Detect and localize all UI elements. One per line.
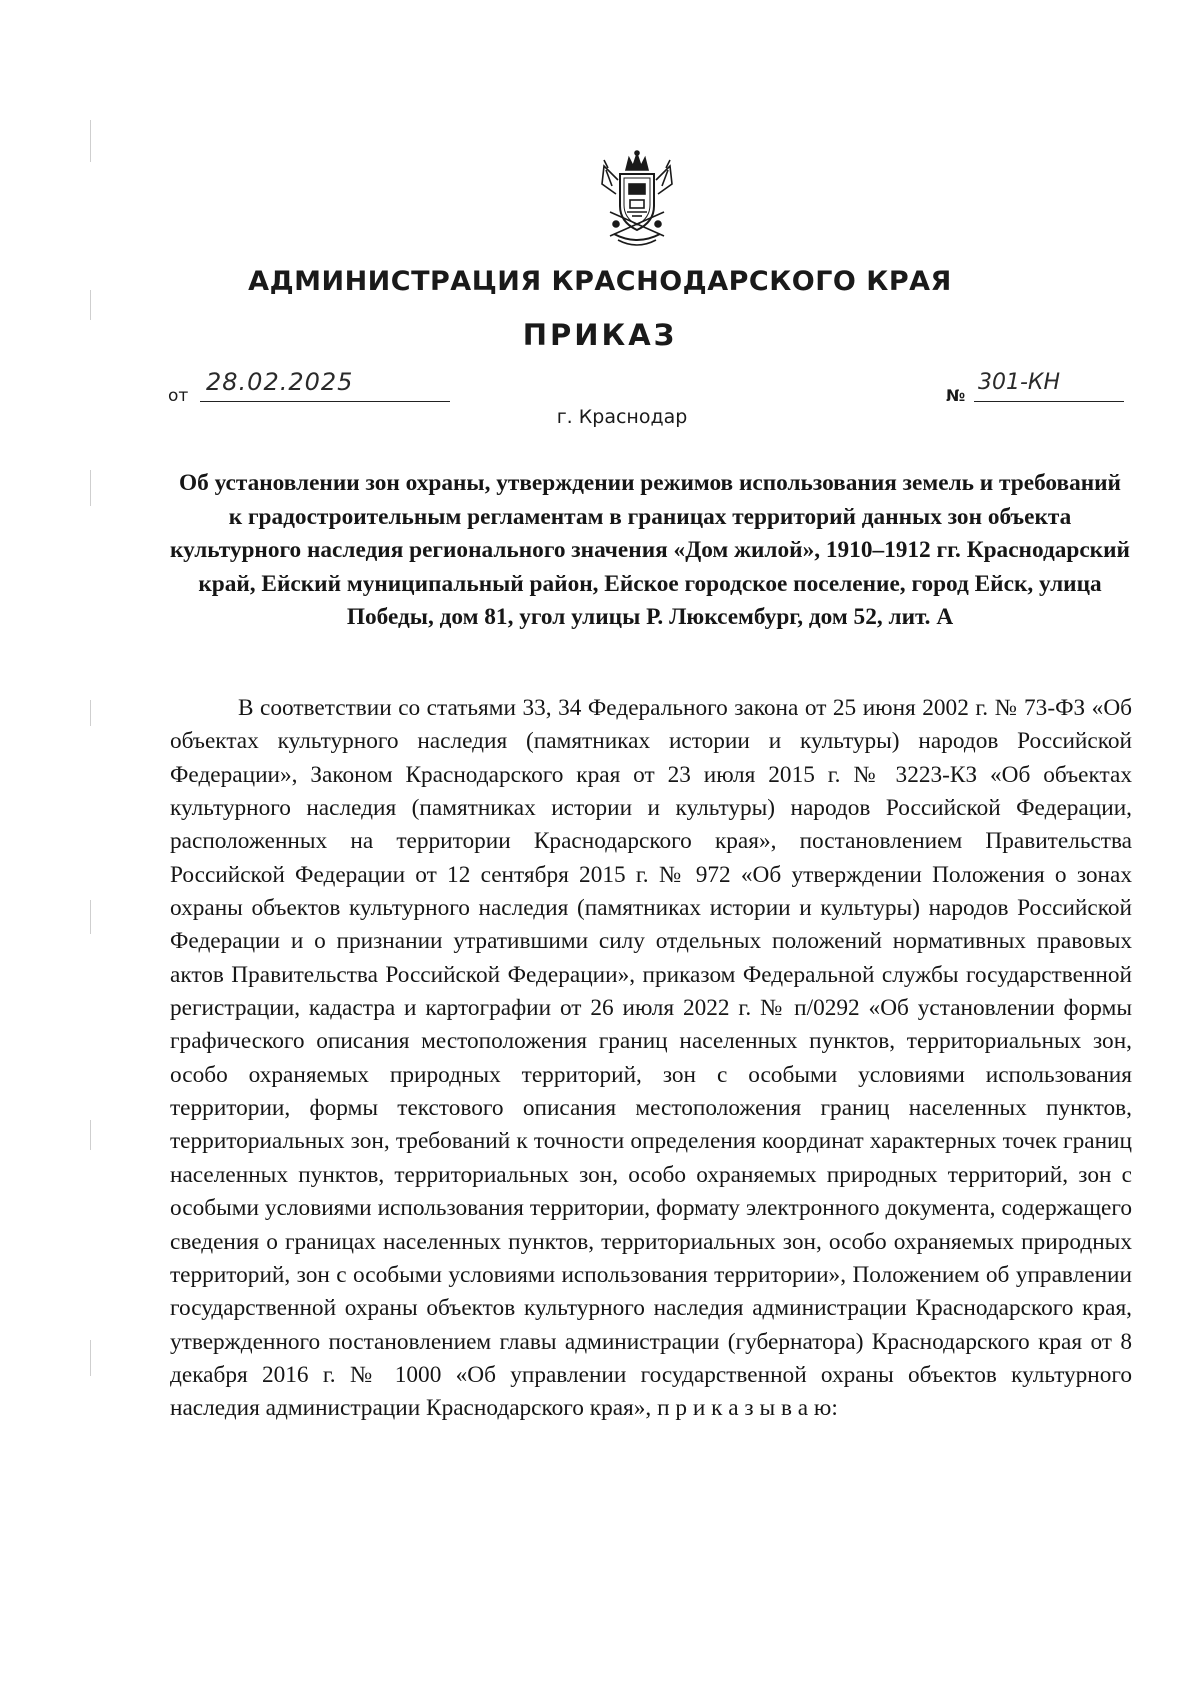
scan-mark	[90, 700, 91, 726]
city: г. Краснодар	[556, 406, 688, 428]
scan-mark	[90, 1120, 91, 1150]
scan-mark	[90, 1340, 91, 1376]
scan-mark	[90, 470, 91, 506]
scan-mark	[90, 900, 91, 934]
organization-title: АДМИНИСТРАЦИЯ КРАСНОДАРСКОГО КРАЯ	[248, 266, 952, 297]
scan-mark	[90, 120, 91, 162]
document-number: 301-КН	[974, 370, 1124, 402]
body-paragraph: В соответствии со статьями 33, 34 Федерального закона от 25 июня 2002 г. № 73-ФЗ «Об объектах культурного наследия (памятниках истории и культуры) народов Российской Федерации», Законом Краснодарского края от 23 июля 2015 г. № 3223-КЗ «Об объектах культурного наследия (памятниках истории и культуры) народов Российской Федерации, расположенных на территории Краснодарского края», постановлением Правительства Российской Федерации от 12 сентября 2015 г. № 972 «Об утверждении Положения о зонах охраны объектов культурного наследия (памятниках истории и культуры) народов Российской Федерации и о признании утратившими силу отдельных положений нормативных правовых актов Правительства Российской Федерации», приказом Федеральной службы государственной регистрации, кадастра и картографии от 26 июля 2022 г. № п/0292 «Об установлении формы графического описания местоположения границ населенных пунктов, территориальных зон, особо охраняемых природных территорий, зон с особыми условиями использования территории, формы текстового описания местоположения границ населенных пунктов, территориальных зон, требований к точности определения координат характерных точек границ населенных пунктов, территориальных зон, особо охраняемых природных территорий, зон с особыми условиями использования территории, формату электронного документа, содержащего сведения о границах населенных пунктов, территориальных зон, особо охраняемых природных территорий, зон с особыми условиями использования территории», Положением об управлении государственной охраны объектов культурного наследия администрации Краснодарского края, утвержденного постановлением главы администрации (губернатора) Краснодарского края от 8 декабря 2016 г. № 1000 «Об управлении государственной охраны объектов культурного наследия администрации Краснодарского края», п р и к а з ы в а ю:	[170, 695, 1132, 1422]
date-label: от	[168, 386, 189, 406]
number-label: №	[946, 386, 966, 405]
document-type: ПРИКАЗ	[522, 318, 678, 352]
document-heading: Об установлении зон охраны, утверждении режимов использования земель и требований к градостроительным регламентам в границах территорий данных зон объекта культурного наследия регионального значения «Дом жилой», 1910–1912 гг. Краснодарский край, Ейский муниципальный район, Ейское городское поселение, город Ейск, улица Победы, дом 81, угол улицы Р. Люксембург, дом 52, лит. А	[170, 470, 1130, 630]
krasnodar-coat-of-arms-icon	[596, 150, 678, 250]
date-value: 28.02.2025	[200, 368, 450, 402]
